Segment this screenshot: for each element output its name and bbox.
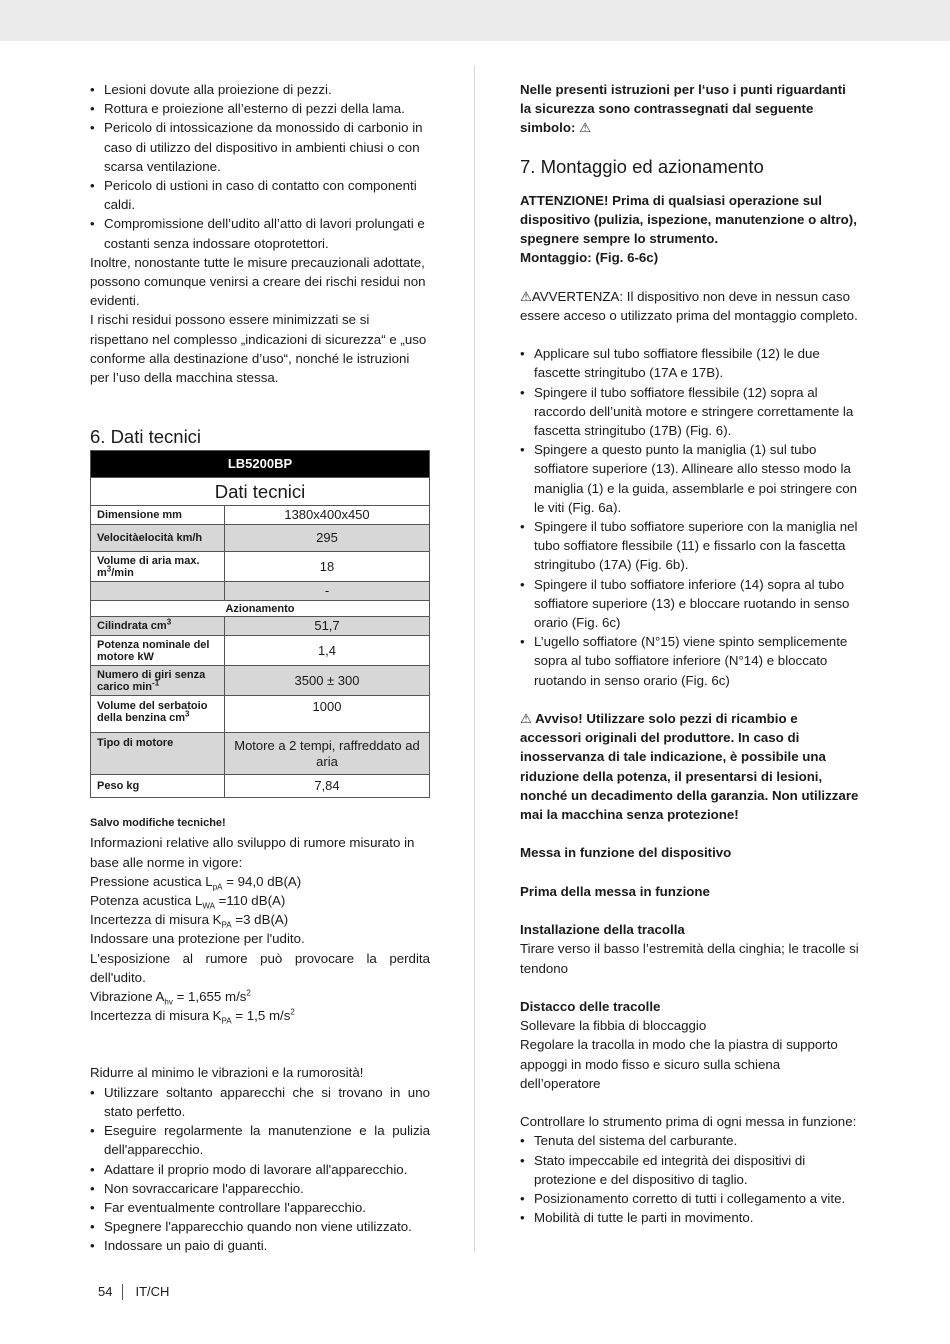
table-row (91, 733, 430, 775)
spec-table (90, 450, 430, 798)
row-label: Cilindrata $cm^3$ (91, 617, 225, 636)
list-item: • Spingere il tubo soffiatore inferiore (14) sopra al tubo soffiatore superiore (13) e bloccare ruotando in senso orario (Fig. 6c) (520, 575, 860, 633)
paragraph: I rischi residui possono essere minimizzati se si rispettano nel complesso „indicazioni di sicurezza“ e „uso conforme alla destinazione d’uso“, nonché le istruzioni per l’uso della macchina stessa. (90, 312, 427, 386)
montaggio-label: Montaggio: (Fig. 6-6c) (520, 250, 659, 266)
note: Salvo modifiche tecniche! (90, 817, 226, 830)
row-label: Volume di aria max. $m^3/\min$ (91, 552, 225, 582)
paragraph: Controllare lo strumento prima di ogni messa in funzione: (520, 1114, 857, 1130)
subheading: Messa in funzione del dispositivo (520, 845, 732, 861)
table-row (91, 666, 430, 696)
top-bar (0, 0, 950, 41)
list-item: • Pericolo di intossicazione da monossido di carbonio in caso di utilizzo del dispositivo in ambienti chiusi o con scarsa ventilazione. (90, 118, 430, 176)
subheading: Prima della messa in funzione (520, 883, 710, 899)
list-item: • Spingere il tubo soffiatore superiore con la maniglia nel tubo soffiatore flessibile (11) e fissarlo con la fascetta stringitubo (17A) (Fig. 6b). (520, 517, 860, 575)
list-item: • Tenuta del sistema del carburante. (520, 1131, 860, 1150)
table-row (91, 636, 430, 666)
row-label: Tipo di motore (91, 733, 225, 775)
list-item: • Rottura e proiezione all’esterno di pezzi della lama. (90, 99, 430, 118)
table-row (91, 582, 430, 601)
paragraph: Regolare la tracolla in modo che la piastra di supporto appoggi in modo fisso e sicuro sulla schiena dell’operatore (520, 1037, 838, 1091)
table-row (91, 775, 430, 798)
intro: Nelle presenti istruzioni per l‘uso i punti riguardanti la sicurezza sono contrassegnati dal seguente simbolo: ⚠ (520, 82, 846, 136)
list-item: • Utilizzare soltanto apparecchi che si trovano in uno stato perfetto. (90, 1083, 430, 1121)
table-subtitle: Dati tecnici (91, 478, 430, 506)
list-item: • Applicare sul tubo soffiatore flessibile (12) le due fascette stringitubo (17A e 17B). (520, 344, 860, 382)
column-divider (474, 66, 475, 1252)
row-value: 295 (225, 525, 430, 552)
table-row (91, 617, 430, 636)
row-label: Dimensione mm (91, 506, 225, 525)
vibration: Vibrazione $A_{hv} = 1,655$ $m/s^2$ (90, 988, 251, 1007)
paragraph: Sollevare la fibbia di bloccaggio (520, 1018, 707, 1034)
row-label: Numero di giri senza carico $\min^{-1}$ (91, 666, 225, 696)
list-item: • Spegnere l'apparecchio quando non viene utilizzato. (90, 1217, 430, 1236)
row-value: 1,4 (225, 636, 430, 666)
noise-uncertainty: Incertezza di misura $K_{PA} =3$ dB(A) (90, 912, 289, 930)
row-value: - (225, 582, 430, 601)
noise-power: Potenza acustica $L_{WA} =110$ dB(A) (90, 893, 286, 911)
row-value: 51,7 (225, 617, 430, 636)
row-label: Potenza nominale del motore kW (91, 636, 225, 666)
list-item: • Stato impeccabile ed integrità dei dispositivi di protezione e del dispositivo di taglio. (520, 1151, 860, 1189)
row-value: 1000 (225, 696, 430, 733)
list-item: • Mobilità di tutte le parti in movimento. (520, 1208, 860, 1227)
row-value: 7,84 (225, 775, 430, 798)
list-item: • Spingere a questo punto la maniglia (1) sul tubo soffiatore superiore (13). Allineare allo stesso modo la maniglia (1) e la guida, assemblarle e poi stringere con le viti (Fig. 6a). (520, 440, 860, 517)
reduce-list (90, 1083, 430, 1256)
subheading: Installazione della tracolla (520, 922, 685, 938)
check-list (520, 1131, 860, 1227)
avviso: ⚠ Avviso! Utilizzare solo pezzi di ricambio e accessori originali del produttore. In caso di inosservanza di tale indicazione, è possibile una riduzione della potenza, il presentarsi di lesioni, nonché un decadimento della garanzia. Non utilizzare mai la macchina senza protezione! (520, 711, 859, 823)
list-item: • Lesioni dovute alla proiezione di pezzi. (90, 80, 430, 99)
paragraph: Indossare una protezione per l'udito. (90, 931, 305, 947)
row-label: Peso kg (91, 775, 225, 798)
list-item: • Non sovraccaricare l'apparecchio. (90, 1179, 430, 1198)
left-column (90, 80, 430, 1256)
list-item: • L’ugello soffiatore (N°15) viene spinto semplicemente sopra al tubo soffiatore inferiore (N°14) e bloccato ruotando in senso orario (Fig. 6c) (520, 632, 860, 690)
assembly-steps (520, 344, 860, 690)
section-title: 6. Dati tecnici (90, 426, 202, 448)
attention: ATTENZIONE! Prima di qualsiasi operazione sul dispositivo (pulizia, ispezione, manutenzione o altro), spegnere sempre lo strumento. (520, 192, 857, 247)
paragraph: Ridurre al minimo le vibrazioni e la rumorosità! (90, 1065, 364, 1081)
list-item: • Compromissione dell’udito all’atto di lavori prolungati e costanti senza indossare otoprotettori. (90, 214, 430, 252)
vibration-uncertainty: Incertezza di misura $K_{PA} = 1,5$ $m/s^2$ (90, 1007, 295, 1026)
risk-list (90, 80, 430, 253)
page-footer (98, 1284, 169, 1300)
model-header: LB5200BP (91, 451, 430, 478)
list-item: • Indossare un paio di guanti. (90, 1236, 430, 1255)
table-row (91, 506, 430, 525)
section-title: 7. Montaggio ed azionamento (520, 155, 764, 177)
list-item: • Pericolo di ustioni in caso di contatto con componenti caldi. (90, 176, 430, 214)
list-item: • Far eventualmente controllare l'apparecchio. (90, 1198, 430, 1217)
row-value: 3500 ± 300 (225, 666, 430, 696)
subheading: Distacco delle tracolle (520, 999, 661, 1015)
list-item: • Eseguire regolarmente la manutenzione e la pulizia dell'apparecchio. (90, 1121, 430, 1159)
table-row (91, 525, 430, 552)
row-value: 18 (225, 552, 430, 582)
row-label (91, 582, 225, 601)
list-item: • Adattare il proprio modo di lavorare all'apparecchio. (90, 1160, 430, 1179)
table-row (91, 552, 430, 582)
warning: ⚠AVVERTENZA: Il dispositivo non deve in nessun caso essere acceso o utilizzato prima del montaggio completo. (520, 288, 858, 323)
locale-label: IT/CH (135, 1284, 170, 1299)
paragraph: Tirare verso il basso l’estremità della cinghia; le tracolle si tendono (520, 941, 859, 976)
right-column (520, 80, 860, 1227)
paragraph: Informazioni relative allo sviluppo di rumore misurato in base alle norme in vigore: (90, 835, 415, 870)
paragraph: Inoltre, nonostante tutte le misure precauzionali adottate, possono comunque venirsi a creare dei rischi residui non evidenti. (90, 254, 426, 309)
row-value: Motore a 2 tempi, raffreddato ad aria (225, 733, 430, 775)
section-label: Azionamento (91, 601, 430, 617)
noise-pressure: Pressione acustica $L_{pA} = 94,0$ dB(A) (90, 873, 302, 892)
page-number: 54 (98, 1284, 123, 1300)
table-row (91, 696, 430, 733)
list-item: • Posizionamento corretto di tutti i collegamento a vite. (520, 1189, 860, 1208)
row-value: 1380x400x450 (225, 506, 430, 525)
table-section-row (91, 601, 430, 617)
list-item: • Spingere il tubo soffiatore flessibile (12) sopra al raccordo dell’unità motore e stringere correttamente la fascetta stringitubo (17B) (Fig. 6). (520, 383, 860, 441)
row-label: Volume del serbatoio della benzina $cm^3$ (91, 696, 225, 733)
row-label: Velocitàelocità km/h (91, 525, 225, 552)
paragraph: L'esposizione al rumore può provocare la perdita dell'udito. (90, 950, 430, 985)
